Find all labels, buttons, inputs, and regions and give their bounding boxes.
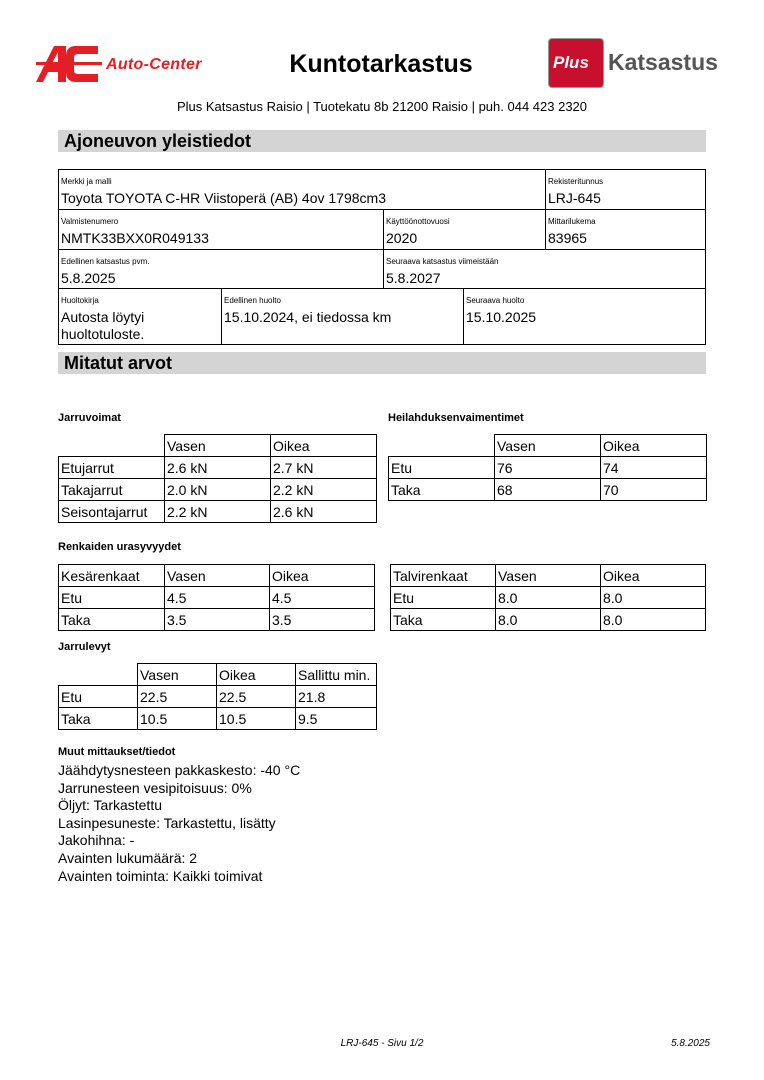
table-cell: 8.0 [601,609,706,631]
first-use-value: 2020 [386,230,418,246]
discs-title: Jarrulevyt [58,641,111,653]
table-cell: 4.5 [165,587,270,609]
table-cell: 8.0 [496,609,601,631]
prev-inspection-cell [59,249,383,288]
table-cell: 22.5 [138,686,217,708]
table-cell: 8.0 [601,587,706,609]
table-row [389,479,707,501]
table-cell: 2.2 kN [271,479,377,501]
vin-label: Valmistenumero [61,217,119,226]
table-row [59,501,377,523]
brake-discs-table [58,663,377,730]
table-cell: 3.5 [270,609,375,631]
next-service-label: Seuraava huolto [466,296,525,305]
table-cell: Taka [391,609,496,631]
table-header-cell: Oikea [271,435,377,457]
vin-value: NMTK33BXX0R049133 [61,230,209,246]
table-cell: 22.5 [217,686,296,708]
vehicle-info-box [58,169,706,345]
table-row [59,609,375,631]
table-cell: Taka [59,609,165,631]
table-header-cell: Kesärenkaat [59,565,165,587]
table-cell: Etujarrut [59,457,165,479]
section-general-header [58,130,706,152]
table-cell: 4.5 [270,587,375,609]
odometer-label: Mittarilukema [548,217,596,226]
table-header-row [59,435,377,457]
plus-badge-text: Plus [553,53,589,72]
section-measured-header [58,352,706,374]
table-header-cell: Oikea [270,565,375,587]
contact-line: Plus Katsastus Raisio | Tuotekatu 8b 21200 Raisio | puh. 044 423 2320 [176,99,588,114]
make-model-label: Merkki ja malli [61,177,112,186]
make-model-cell [59,170,545,209]
table-cell: 2.6 kN [165,457,271,479]
table-header-cell [59,435,165,457]
table-row [59,457,377,479]
list-item: Avainten toiminta: Kaikki toimivat [58,867,263,884]
list-item: Jarrunesteen vesipitoisuus: 0% [58,779,252,796]
list-item: Avainten lukumäärä: 2 [58,849,198,866]
prev-inspection-value: 5.8.2025 [61,270,116,286]
table-cell: 70 [601,479,707,501]
table-cell: 21.8 [296,686,377,708]
shocks-title: Heilahduksenvaimentimet [388,412,524,424]
next-service-cell [463,288,705,344]
prev-service-cell [221,288,463,344]
auto-center-wordmark: Auto-Center [106,56,202,73]
plus-badge [548,38,604,88]
vin-cell [59,209,383,249]
table-cell: Etu [59,686,138,708]
table-row [59,587,375,609]
section-general-title: Ajoneuvon yleistiedot [64,131,252,151]
table-header-row [391,565,706,587]
table-cell: 76 [495,457,601,479]
table-header-row [59,565,375,587]
tread-title: Renkaiden urasyvyydet [58,541,181,553]
odometer-value: 83965 [548,230,587,246]
next-inspection-value: 5.8.2027 [386,270,441,286]
service-book-cell [59,288,221,344]
table-cell: 10.5 [217,708,296,730]
table-header-cell [59,664,138,686]
table-row [59,708,377,730]
next-inspection-cell [383,249,705,288]
table-cell: 9.5 [296,708,377,730]
table-header-cell: Talvirenkaat [391,565,496,587]
prev-service-value: 15.10.2024, ei tiedossa km [224,309,392,325]
table-cell: 2.7 kN [271,457,377,479]
shocks-table [388,434,707,501]
table-header-cell: Vasen [496,565,601,587]
registration-value: LRJ-645 [548,190,601,206]
table-cell: Etu [391,587,496,609]
table-row [389,457,707,479]
table-cell: Taka [59,708,138,730]
auto-center-ac-mark-icon [36,44,116,84]
table-cell: Etu [59,587,165,609]
document-title: Kuntotarkastus [289,50,473,78]
table-cell: 2.2 kN [165,501,271,523]
service-book-label: Huoltokirja [61,296,99,305]
table-header-cell: Vasen [165,565,270,587]
service-book-value: Autosta löytyi huoltotuloste. [61,309,145,342]
page-footer-date: 5.8.2025 [671,1038,710,1049]
brakes-title: Jarruvoimat [58,412,121,424]
table-cell: 8.0 [496,587,601,609]
registration-cell [545,170,705,209]
make-model-value: Toyota TOYOTA C-HR Viistoperä (AB) 4ov 1798cm3 [61,190,386,206]
table-header-cell: Oikea [601,435,707,457]
odometer-cell [545,209,705,249]
table-row [59,686,377,708]
first-use-cell [383,209,545,249]
table-cell: 68 [495,479,601,501]
table-header-row [59,664,377,686]
table-header-cell: Oikea [601,565,706,587]
plus-katsastus-logo [548,38,728,88]
table-cell: Taka [389,479,495,501]
brakes-table [58,434,377,523]
list-item: Lasinpesuneste: Tarkastettu, lisätty [58,814,276,831]
katsastus-wordmark: Katsastus [608,49,718,75]
table-header-cell: Vasen [495,435,601,457]
table-cell: Etu [389,457,495,479]
table-cell: 3.5 [165,609,270,631]
list-item: Jakohihna: - [58,832,135,849]
prev-service-label: Edellinen huolto [224,296,281,305]
table-cell: 74 [601,457,707,479]
table-row [391,587,706,609]
table-cell: Takajarrut [59,479,165,501]
table-header-cell: Vasen [138,664,217,686]
summer-tires-table [58,564,375,631]
table-header-cell: Sallittu min. [296,664,377,686]
list-item: Jäähdytysnesteen pakkaskesto: -40 °C [58,762,301,778]
registration-label: Rekisteritunnus [548,177,604,186]
table-header-cell: Oikea [217,664,296,686]
other-measurements-title: Muut mittaukset/tiedot [58,746,176,758]
table-row [391,609,706,631]
next-inspection-label: Seuraava katsastus viimeistään [386,257,499,266]
table-row [59,479,377,501]
prev-inspection-label: Edellinen katsastus pvm. [61,257,150,266]
next-service-value: 15.10.2025 [466,309,537,325]
winter-tires-table [390,564,706,631]
table-header-row [389,435,707,457]
table-header-cell: Vasen [165,435,271,457]
table-cell: 2.6 kN [271,501,377,523]
section-measured-title: Mitatut arvot [64,353,172,373]
other-measurements-list [58,762,300,885]
auto-center-logo [36,44,226,84]
table-header-cell [389,435,495,457]
table-cell: 2.0 kN [165,479,271,501]
first-use-label: Käyttöönottovuosi [386,217,450,226]
table-cell: Seisontajarrut [59,501,165,523]
list-item: Öljyt: Tarkastettu [58,797,163,814]
page-footer-number: LRJ-645 - Sivu 1/2 [340,1038,424,1049]
table-cell: 10.5 [138,708,217,730]
